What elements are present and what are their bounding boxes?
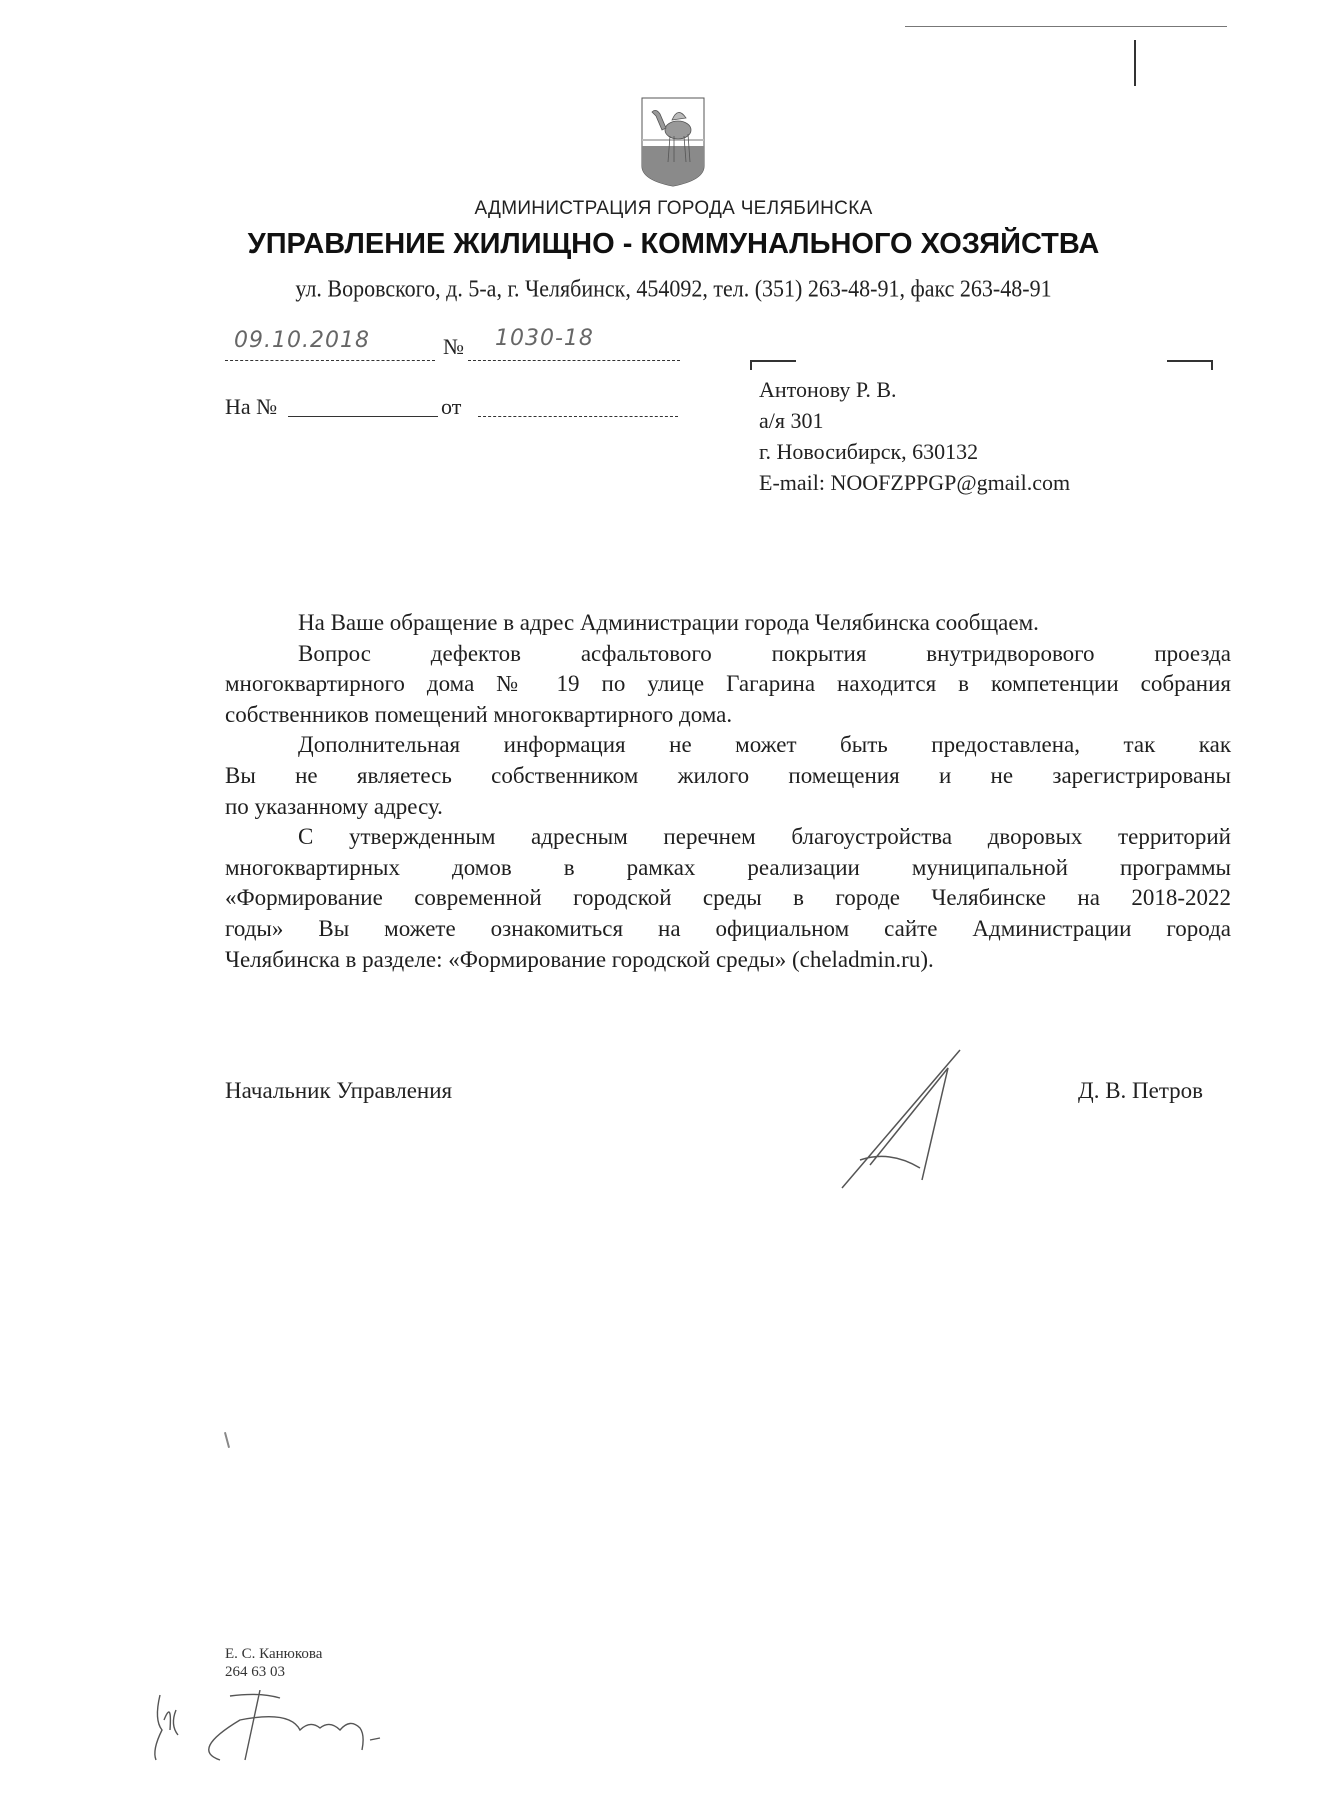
- body-line: годы» Вы можете ознакомиться на официальном сайте Администрации города: [225, 915, 1231, 941]
- body-line: Челябинска в разделе: «Формирование городской среды» (cheladmin.ru).: [225, 946, 934, 972]
- addressee-email: E-mail: NOOFZPPGP@gmail.com: [759, 470, 1071, 495]
- executor-phone: 264 63 03: [225, 1664, 285, 1680]
- body-line: многоквартирных домов в рамках реализации муниципальной программы: [225, 854, 1231, 880]
- from-underline: [478, 416, 678, 417]
- body-line: собственников помещений многоквартирного дома.: [225, 701, 733, 727]
- body-line: по указанному адресу.: [225, 793, 443, 819]
- department-address: ул. Воровского, д. 5-а, г. Челябинск, 454092, тел. (351) 263-48-91, факс 263-48-91: [295, 274, 1052, 303]
- reply-to-underline: [288, 416, 438, 417]
- reply-to-label: На №: [225, 394, 278, 419]
- department-name: УПРАВЛЕНИЕ ЖИЛИЩНО - КОММУНАЛЬНОГО ХОЗЯЙСТВА: [247, 228, 1100, 260]
- signatory-title: Начальник Управления: [225, 1078, 453, 1103]
- scan-line: [905, 26, 1227, 27]
- initials-signature: [150, 1690, 440, 1800]
- signatory-name: Д. В. Петров: [1078, 1078, 1204, 1103]
- administration-name: АДМИНИСТРАЦИЯ ГОРОДА ЧЕЛЯБИНСКА: [474, 198, 873, 219]
- body-line: На Ваше обращение в адрес Администрации города Челябинска сообщаем.: [298, 610, 1039, 635]
- address-corner-left: [750, 360, 796, 370]
- coat-of-arms-icon: [640, 96, 706, 188]
- date-underline: [225, 360, 435, 361]
- letter-body: [225, 608, 1231, 975]
- body-line: С утвержденным адресным перечнем благоустройства дворовых территорий: [298, 824, 1231, 850]
- addressee-city: г. Новосибирск, 630132: [759, 439, 979, 464]
- handwritten-signature: [830, 1040, 990, 1200]
- addressee-name: Антонову Р. В.: [759, 377, 897, 402]
- from-label: от: [441, 394, 462, 419]
- body-line: Вы не являетесь собственником жилого помещения и не зарегистрированы: [225, 762, 1231, 788]
- number-label: №: [443, 334, 464, 359]
- addressee-po-box: а/я 301: [759, 408, 824, 433]
- executor-name: Е. С. Канюкова: [225, 1646, 323, 1662]
- registration-date: 09.10.2018: [234, 328, 370, 353]
- address-corner-right: [1167, 360, 1213, 370]
- scan-mark: [1134, 40, 1136, 86]
- scan-mark: [224, 1432, 230, 1448]
- body-line: Вопрос дефектов асфальтового покрытия внутридворового проезда: [298, 640, 1231, 666]
- addressee-block: [759, 374, 1070, 498]
- executor-block: [225, 1645, 322, 1681]
- body-line: «Формирование современной городской среды в городе Челябинске на 2018-2022: [225, 885, 1231, 911]
- registration-number: 1030-18: [495, 326, 594, 351]
- number-underline: [468, 360, 680, 361]
- body-line: многоквартирного дома № 19 по улице Гагарина находится в компетенции собрания: [225, 671, 1231, 697]
- body-line: Дополнительная информация не может быть предоставлена, так как: [298, 732, 1231, 758]
